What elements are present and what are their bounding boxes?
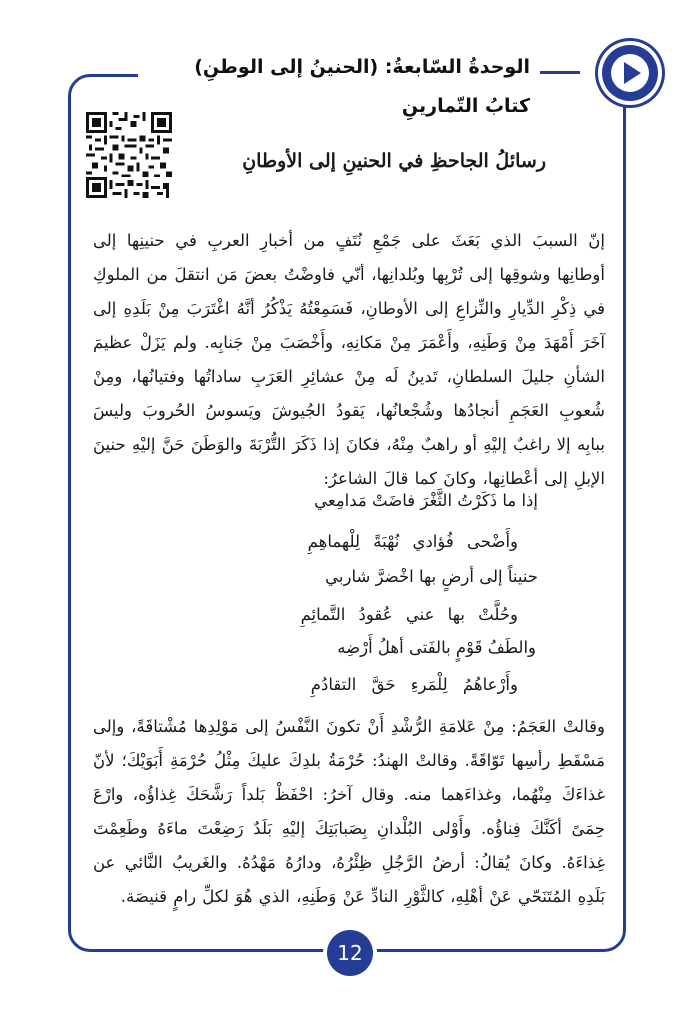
verse-2a: حنيناً إلى أرضٍ بها اخْضرَّ شاربي bbox=[325, 567, 538, 586]
verse-1a: إذا ما ذَكَرْتُ الثَّغْرَ فاضَتْ مَدامِعي bbox=[314, 491, 538, 510]
verse-2b: وحُلَّتْ بها عني عُقودُ التَّمائِمِ bbox=[300, 605, 518, 624]
verse-3b: وأَرْعاهُمُ لِلْمَرءِ حَقَّ التقادُمِ bbox=[310, 675, 518, 694]
unit-title: الوحدةُ السّابعةُ: (الحنينُ إلى الوطنِ) bbox=[194, 56, 530, 78]
page-number: 12 bbox=[327, 930, 373, 976]
paragraph-2 bbox=[93, 710, 605, 914]
paragraph-1 bbox=[93, 224, 605, 496]
verse-1b: وأَضْحى فُؤادي نُهْبَةً لِلْهماهِمِ bbox=[307, 532, 518, 551]
article-title: رسائلُ الجاحظِ في الحنينِ إلى الأوطانِ bbox=[242, 150, 546, 172]
play-icon-triangle bbox=[624, 62, 641, 84]
header-rule bbox=[540, 71, 580, 74]
paragraph-2-text: وقالتْ العَجَمُ: مِنْ عَلامَةِ الرُّشْدِ أَنْ تكونَ النَّفْسُ إلى مَوْلِدِها مُشْتاقَةً، وإلى مَسْقَطِ رأسِها تَوّاقَةً. وقالتْ الهندُ: حُرْمَةُ بلدِكَ عليكَ مِثْلُ حُرْمَةِ أَبَوَيْكَ؛ لأنّ غذاءَكَ مِنْهُما، وغذاءَهما منه. وقال آخرُ: احْفَظْ بَلداً رَشَّحَكَ غِذاؤُه، وارْعَ حِمَىً أكَنَّكَ فِناؤُه. وأَوْلى البُلْدانِ بِصَبابَتِكَ إليْهِ بَلَدٌ رَضِعْتَ ماءَهُ وطَعِمْتَ غِذاءَهُ. وكانَ يُقالُ: أرضُ الرَّجُلِ ظِئْرُهُ، ودارُهُ مَهْدُهُ. والغَريبُ النَّائي عن بَلَدِهِ المُتَنَحّي عَنْ أهْلِهِ، كالثَّوْرِ النادِّ عَنْ وَطَنِهِ، الذي هُوَ لكلِّ رامٍ قنيصَة. bbox=[93, 717, 605, 906]
paragraph-1-text: إنّ السببَ الذي بَعَثَ على جَمْعِ نُتَفٍ من أخبارِ العربِ في حنينِها إلى أوطانِها وشوقِها إلى تُرْبِها وبُلدانِها، أنّي فاوضْتُ بعضَ مَن انتقلَ من الملوكِ في ذِكْرِ الدِّيارِ والنِّزاعِ إلى الأوطانِ، فَسَمِعْتُهُ يَذْكُرُ أنَّهُ اغْتَرَبَ مِنْ بَلَدِهِ إلى آخَرَ أَمْهَدَ مِنْ وَطَنِهِ، وأَعْمَرَ مِنْ مَكانِهِ، وأَخْصَبَ مِنْ جَنابِه. ولم يَزَلْ عظيمَ الشأنِ جليلَ السلطانِ، تَدينُ لَه مِنْ عشائِرِ العَرَبِ ساداتُها وفتيانُها، ومِنْ شُعوبِ العَجَمِ أنجادُها وشُجْعانُها، يَقودُ الجُيوشَ ويَسوسُ الحُروبَ وليسَ ببابِه إلا راغبٌ إليْهِ أو راهبٌ مِنْهُ، فكانَ إذا ذَكَرَ التُّرْبَةَ والوَطَنَ حَنَّ إليْهِ حنينَ الإبلِ إلى أعْطانِها، وكانَ كما قالَ الشاعرُ: bbox=[93, 231, 605, 488]
qr-code[interactable] bbox=[86, 112, 172, 198]
verse-3a: والطَفُ قَوْمٍ بالفَتى أهلُ أَرْضِه bbox=[337, 638, 536, 657]
section-title: كتابُ التّمارينِ bbox=[401, 95, 530, 117]
play-icon[interactable] bbox=[602, 45, 658, 101]
